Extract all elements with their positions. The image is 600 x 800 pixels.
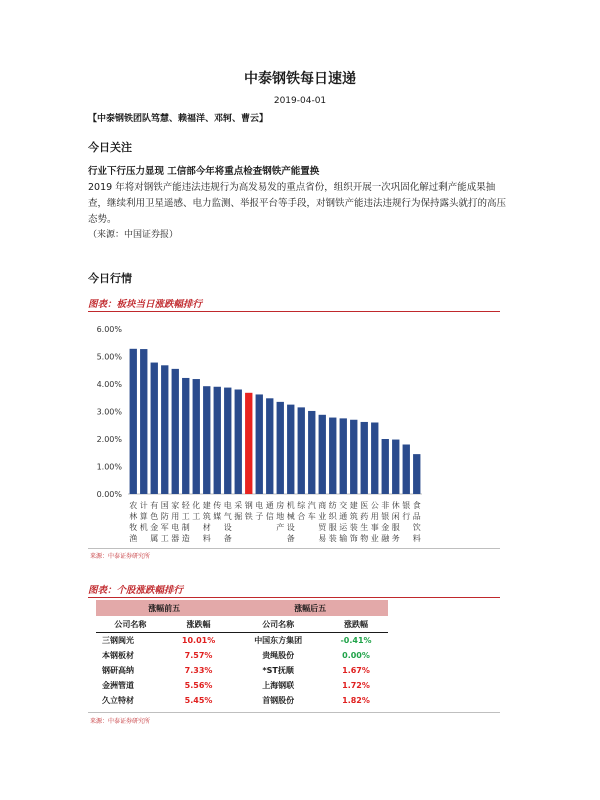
bar-钢铁 bbox=[245, 393, 252, 494]
bar-轻工制造 bbox=[182, 378, 189, 494]
bar-建筑装饰 bbox=[350, 420, 357, 494]
x-tick-label: 电子 bbox=[255, 501, 264, 521]
bottom-stock-name: 贵绳股份 bbox=[262, 651, 295, 660]
x-tick-label: 休闲服务 bbox=[391, 501, 400, 543]
x-tick-label: 交通运输 bbox=[339, 501, 348, 543]
top-stock-change: 7.33% bbox=[184, 666, 213, 675]
y-tick-label: 4.00% bbox=[96, 380, 122, 389]
figure1-title: 图表：板块当日涨跌幅排行 bbox=[88, 299, 203, 310]
y-tick-label: 1.00% bbox=[96, 462, 122, 472]
bottom-stock-change: 1.67% bbox=[342, 666, 370, 675]
x-tick-label: 公用事业 bbox=[370, 501, 379, 543]
report-title: 中泰钢铁每日速递 bbox=[244, 71, 356, 87]
col-name-header: 公司名称 bbox=[96, 616, 165, 633]
bar-电气设备 bbox=[224, 388, 231, 494]
figure2-top-rule bbox=[88, 597, 500, 598]
top-stock-name: 本钢板材 bbox=[102, 651, 134, 660]
bottom-stock-change: -0.41% bbox=[340, 636, 372, 645]
x-tick-label: 纺织服装 bbox=[328, 501, 337, 543]
y-tick-label: 0.00% bbox=[96, 490, 122, 499]
bar-综合 bbox=[298, 407, 305, 494]
bar-汽车 bbox=[308, 411, 315, 494]
sector-change-chart bbox=[88, 318, 508, 550]
bar-食品饮料 bbox=[413, 454, 420, 494]
figure1-bottom-rule bbox=[88, 548, 500, 549]
x-tick-label: 机械设备 bbox=[286, 501, 295, 543]
table-row bbox=[96, 633, 388, 649]
x-tick-label: 传媒 bbox=[213, 501, 222, 521]
x-tick-label: 食品饮料 bbox=[412, 501, 421, 543]
x-tick-label: 医药生物 bbox=[360, 501, 369, 543]
top-stock-name: 金洲管道 bbox=[102, 681, 134, 690]
x-tick-label: 银行 bbox=[402, 501, 411, 521]
x-tick-label: 钢铁 bbox=[244, 501, 253, 521]
x-tick-label: 有色金属 bbox=[150, 501, 159, 543]
figure1-source: 来源：中泰证券研究所 bbox=[90, 553, 151, 560]
bar-医药生物 bbox=[361, 422, 368, 494]
bottom-group-header: 涨幅后五 bbox=[232, 600, 388, 616]
x-tick-label: 电气设备 bbox=[223, 501, 232, 543]
bottom-stock-change: 0.00% bbox=[342, 651, 370, 660]
bar-化工 bbox=[193, 379, 200, 494]
x-tick-label: 综合 bbox=[297, 501, 306, 521]
figure1-top-rule bbox=[88, 311, 500, 312]
x-tick-label: 化工 bbox=[192, 501, 201, 521]
bar-家用电器 bbox=[172, 369, 179, 494]
col-change-header: 涨跌幅 bbox=[324, 616, 388, 633]
bottom-stock-name: 首钢股份 bbox=[262, 696, 295, 705]
x-tick-label: 汽车 bbox=[307, 501, 316, 521]
x-tick-label: 计算机 bbox=[139, 501, 148, 532]
bar-非银金融 bbox=[382, 439, 389, 494]
stock-ranking-table bbox=[96, 600, 388, 708]
x-tick-label: 轻工制造 bbox=[181, 501, 190, 543]
x-tick-label: 通信 bbox=[265, 501, 274, 521]
figure2-title: 图表：个股涨跌幅排行 bbox=[88, 585, 184, 596]
col-name-header: 公司名称 bbox=[232, 616, 324, 633]
bar-国防军工 bbox=[161, 365, 168, 494]
top-stock-name: 久立特材 bbox=[102, 696, 134, 705]
x-tick-label: 农林牧渔 bbox=[129, 501, 138, 543]
table-row bbox=[96, 663, 388, 678]
col-change-header: 涨跌幅 bbox=[165, 616, 233, 633]
top-group-header: 涨幅前五 bbox=[96, 600, 232, 616]
table-row bbox=[96, 648, 388, 663]
news-source: （来源：中国证券报） bbox=[88, 230, 179, 240]
bar-纺织服装 bbox=[329, 418, 336, 494]
top-stock-name: 钢研高纳 bbox=[102, 666, 134, 675]
x-tick-label: 建筑装饰 bbox=[349, 501, 358, 543]
bar-房地产 bbox=[277, 402, 284, 494]
x-tick-label: 采掘 bbox=[234, 501, 243, 521]
x-tick-label: 国防军工 bbox=[160, 501, 169, 543]
bar-有色金属 bbox=[151, 363, 158, 494]
top-stock-change: 5.56% bbox=[184, 681, 213, 690]
bar-采掘 bbox=[235, 390, 242, 495]
focus-heading: 今日关注 bbox=[88, 141, 132, 154]
x-tick-label: 建筑材料 bbox=[202, 501, 211, 543]
team-line: 【中泰钢铁团队笃慧、赖福洋、邓轲、曹云】 bbox=[88, 114, 269, 124]
y-tick-label: 3.00% bbox=[96, 407, 122, 417]
bar-银行 bbox=[403, 445, 410, 495]
bar-电子 bbox=[256, 394, 263, 494]
y-tick-label: 5.00% bbox=[96, 352, 122, 362]
table-row bbox=[96, 693, 388, 708]
bar-建筑材料 bbox=[203, 386, 210, 494]
table-row bbox=[96, 678, 388, 693]
bar-农林牧渔 bbox=[130, 349, 137, 494]
bar-商业贸易 bbox=[319, 415, 326, 494]
bar-公用事业 bbox=[371, 423, 378, 495]
news-body: 2019 年将对钢铁产能违法违规行为高发易发的重点省份，组织开展一次巩固化解过剩产能成果抽查，继续利用卫星遥感、电力监测、举报平台等手段，对钢铁产能违法违规行为保持露头就打的高压态势。 bbox=[88, 182, 507, 225]
top-stock-change: 7.57% bbox=[184, 651, 213, 660]
figure2-source: 来源：中泰证券研究所 bbox=[90, 718, 151, 725]
y-tick-label: 6.00% bbox=[96, 325, 122, 334]
top-stock-name: 三钢闽光 bbox=[102, 636, 134, 645]
bar-通信 bbox=[266, 398, 273, 494]
bottom-stock-change: 1.72% bbox=[342, 681, 370, 690]
x-tick-label: 商业贸易 bbox=[318, 501, 327, 543]
x-tick-label: 家用电器 bbox=[171, 501, 180, 543]
report-date: 2019-04-01 bbox=[273, 96, 327, 106]
bar-机械设备 bbox=[287, 405, 294, 494]
market-heading: 今日行情 bbox=[88, 272, 132, 285]
x-tick-label: 房地产 bbox=[276, 501, 285, 532]
bar-传媒 bbox=[214, 387, 221, 494]
y-tick-label: 2.00% bbox=[96, 435, 122, 444]
bottom-stock-change: 1.82% bbox=[342, 696, 370, 705]
top-stock-change: 5.45% bbox=[184, 696, 213, 705]
top-stock-change: 10.01% bbox=[181, 636, 216, 645]
x-tick-label: 非银金融 bbox=[381, 501, 390, 543]
bar-交通运输 bbox=[340, 418, 347, 494]
figure2-bottom-rule bbox=[88, 712, 500, 713]
bar-休闲服务 bbox=[392, 440, 399, 494]
bottom-stock-name: 中国东方集团 bbox=[254, 636, 303, 645]
bottom-stock-name: *ST抚顺 bbox=[262, 666, 294, 675]
bar-计算机 bbox=[140, 349, 147, 494]
news-headline: 行业下行压力显现 工信部今年将重点检查钢铁产能置换 bbox=[88, 166, 320, 177]
bottom-stock-name: 上海钢联 bbox=[262, 681, 295, 690]
